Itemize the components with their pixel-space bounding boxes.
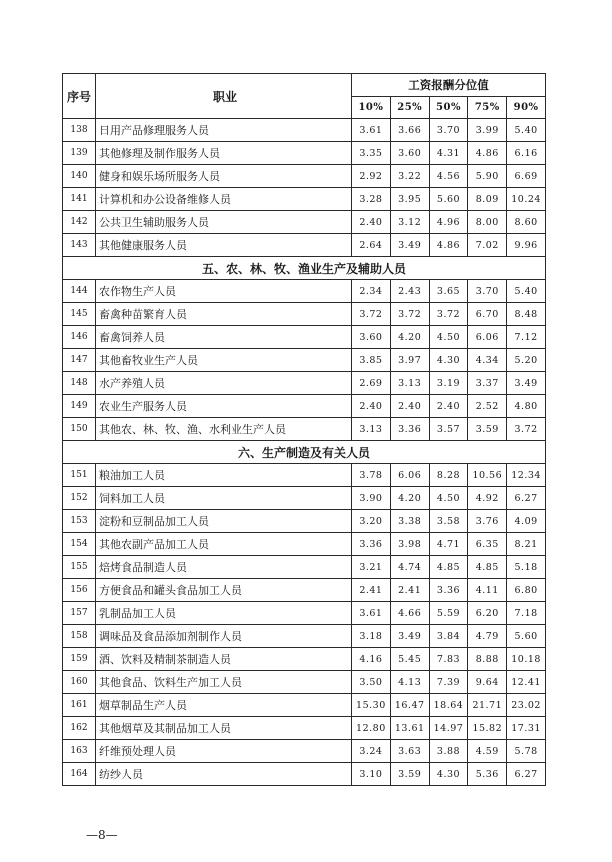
table-row <box>63 740 546 763</box>
p75-value: 8.09 <box>468 188 507 211</box>
p75-value: 8.00 <box>468 211 507 234</box>
row-number: 159 <box>63 648 96 671</box>
p90-value: 3.72 <box>507 418 546 441</box>
header-percentile-group: 工资报酬分位值 <box>352 74 546 97</box>
p50-value: 4.30 <box>429 349 468 372</box>
occupation-name: 纤维预处理人员 <box>96 740 352 763</box>
p50-value: 4.85 <box>429 556 468 579</box>
row-number: 152 <box>63 487 96 510</box>
p10-value: 3.60 <box>352 326 391 349</box>
p90-value: 5.40 <box>507 280 546 303</box>
p75-value: 6.35 <box>468 533 507 556</box>
table-row <box>63 303 546 326</box>
table-row <box>63 671 546 694</box>
p25-value: 4.13 <box>390 671 429 694</box>
table-row <box>63 280 546 303</box>
occupation-name: 畜禽饲养人员 <box>96 326 352 349</box>
row-number: 147 <box>63 349 96 372</box>
p90-value: 6.16 <box>507 142 546 165</box>
p90-value: 6.27 <box>507 763 546 786</box>
p75-value: 21.71 <box>468 694 507 717</box>
p90-value: 10.18 <box>507 648 546 671</box>
p25-value: 4.66 <box>390 602 429 625</box>
p50-value: 14.97 <box>429 717 468 740</box>
p10-value: 3.21 <box>352 556 391 579</box>
row-number: 143 <box>63 234 96 257</box>
occupation-name: 焙烤食品制造人员 <box>96 556 352 579</box>
row-number: 163 <box>63 740 96 763</box>
p90-value: 7.18 <box>507 602 546 625</box>
occupation-name: 其他烟草及其制品加工人员 <box>96 717 352 740</box>
section-heading: 六、生产制造及有关人员 <box>63 441 546 464</box>
p90-value: 5.18 <box>507 556 546 579</box>
table-row <box>63 625 546 648</box>
p75-value: 4.34 <box>468 349 507 372</box>
p10-value: 3.10 <box>352 763 391 786</box>
p25-value: 2.41 <box>390 579 429 602</box>
p90-value: 4.09 <box>507 510 546 533</box>
p25-value: 3.98 <box>390 533 429 556</box>
table-body <box>63 119 546 786</box>
p75-value: 3.37 <box>468 372 507 395</box>
occupation-name: 畜禽种苗繁育人员 <box>96 303 352 326</box>
row-number: 150 <box>63 418 96 441</box>
table-row <box>63 763 546 786</box>
occupation-name: 纺纱人员 <box>96 763 352 786</box>
p90-value: 5.40 <box>507 119 546 142</box>
row-number: 156 <box>63 579 96 602</box>
occupation-name: 调味品及食品添加剂制作人员 <box>96 625 352 648</box>
p10-value: 3.90 <box>352 487 391 510</box>
p10-value: 12.80 <box>352 717 391 740</box>
occupation-name: 其他修理及制作服务人员 <box>96 142 352 165</box>
table-header <box>63 74 546 119</box>
p75-value: 4.79 <box>468 625 507 648</box>
p25-value: 4.20 <box>390 487 429 510</box>
p50-value: 5.59 <box>429 602 468 625</box>
table-row <box>63 372 546 395</box>
row-number: 164 <box>63 763 96 786</box>
p10-value: 15.30 <box>352 694 391 717</box>
table-row <box>63 464 546 487</box>
p10-value: 3.78 <box>352 464 391 487</box>
occupation-name: 烟草制品生产人员 <box>96 694 352 717</box>
section-heading-row <box>63 257 546 280</box>
header-p50: 50% <box>429 97 468 119</box>
p90-value: 3.49 <box>507 372 546 395</box>
table-row <box>63 602 546 625</box>
p50-value: 18.64 <box>429 694 468 717</box>
p25-value: 3.72 <box>390 303 429 326</box>
p10-value: 4.16 <box>352 648 391 671</box>
occupation-name: 健身和娱乐场所服务人员 <box>96 165 352 188</box>
p75-value: 4.86 <box>468 142 507 165</box>
p50-value: 7.39 <box>429 671 468 694</box>
p90-value: 12.41 <box>507 671 546 694</box>
p75-value: 3.76 <box>468 510 507 533</box>
p50-value: 4.30 <box>429 763 468 786</box>
row-number: 146 <box>63 326 96 349</box>
p25-value: 3.12 <box>390 211 429 234</box>
table-row <box>63 510 546 533</box>
p10-value: 3.61 <box>352 602 391 625</box>
occupation-name: 水产养殖人员 <box>96 372 352 395</box>
occupation-name: 其他健康服务人员 <box>96 234 352 257</box>
p25-value: 2.40 <box>390 395 429 418</box>
p75-value: 6.70 <box>468 303 507 326</box>
p50-value: 3.65 <box>429 280 468 303</box>
p90-value: 5.60 <box>507 625 546 648</box>
section-heading: 五、农、林、牧、渔业生产及辅助人员 <box>63 257 546 280</box>
p50-value: 3.57 <box>429 418 468 441</box>
occupation-name: 其他农副产品加工人员 <box>96 533 352 556</box>
row-number: 144 <box>63 280 96 303</box>
p90-value: 23.02 <box>507 694 546 717</box>
p25-value: 3.63 <box>390 740 429 763</box>
p10-value: 3.18 <box>352 625 391 648</box>
occupation-name: 农作物生产人员 <box>96 280 352 303</box>
p90-value: 5.20 <box>507 349 546 372</box>
page-number: —8— <box>86 828 118 842</box>
row-number: 154 <box>63 533 96 556</box>
p10-value: 2.41 <box>352 579 391 602</box>
table-row <box>63 648 546 671</box>
p25-value: 3.66 <box>390 119 429 142</box>
table-row <box>63 694 546 717</box>
row-number: 160 <box>63 671 96 694</box>
p25-value: 3.49 <box>390 234 429 257</box>
p75-value: 2.52 <box>468 395 507 418</box>
p75-value: 15.82 <box>468 717 507 740</box>
p75-value: 4.11 <box>468 579 507 602</box>
p25-value: 6.06 <box>390 464 429 487</box>
table-row <box>63 188 546 211</box>
p10-value: 3.24 <box>352 740 391 763</box>
p10-value: 2.64 <box>352 234 391 257</box>
table-row <box>63 717 546 740</box>
row-number: 142 <box>63 211 96 234</box>
table-row <box>63 579 546 602</box>
p90-value: 8.48 <box>507 303 546 326</box>
header-p25: 25% <box>390 97 429 119</box>
header-job: 职业 <box>96 74 352 119</box>
p10-value: 2.40 <box>352 395 391 418</box>
p90-value: 7.12 <box>507 326 546 349</box>
p75-value: 3.70 <box>468 280 507 303</box>
occupation-name: 日用产品修理服务人员 <box>96 119 352 142</box>
p10-value: 2.69 <box>352 372 391 395</box>
occupation-name: 淀粉和豆制品加工人员 <box>96 510 352 533</box>
p90-value: 6.69 <box>507 165 546 188</box>
table-row <box>63 418 546 441</box>
p90-value: 5.78 <box>507 740 546 763</box>
table-row <box>63 142 546 165</box>
p75-value: 3.99 <box>468 119 507 142</box>
p50-value: 4.56 <box>429 165 468 188</box>
p75-value: 4.59 <box>468 740 507 763</box>
table-row <box>63 349 546 372</box>
p10-value: 3.72 <box>352 303 391 326</box>
p75-value: 9.64 <box>468 671 507 694</box>
row-number: 162 <box>63 717 96 740</box>
p75-value: 4.92 <box>468 487 507 510</box>
row-number: 138 <box>63 119 96 142</box>
wage-table <box>62 73 546 786</box>
occupation-name: 饲料加工人员 <box>96 487 352 510</box>
section-heading-row <box>63 441 546 464</box>
p25-value: 2.43 <box>390 280 429 303</box>
table-row <box>63 533 546 556</box>
p90-value: 10.24 <box>507 188 546 211</box>
p25-value: 4.20 <box>390 326 429 349</box>
row-number: 151 <box>63 464 96 487</box>
p75-value: 3.59 <box>468 418 507 441</box>
p10-value: 2.92 <box>352 165 391 188</box>
p10-value: 3.13 <box>352 418 391 441</box>
p50-value: 3.84 <box>429 625 468 648</box>
p90-value: 6.80 <box>507 579 546 602</box>
p90-value: 8.21 <box>507 533 546 556</box>
p10-value: 3.85 <box>352 349 391 372</box>
p75-value: 5.36 <box>468 763 507 786</box>
row-number: 148 <box>63 372 96 395</box>
p75-value: 6.20 <box>468 602 507 625</box>
p10-value: 3.36 <box>352 533 391 556</box>
p10-value: 2.40 <box>352 211 391 234</box>
header-p90: 90% <box>507 97 546 119</box>
occupation-name: 粮油加工人员 <box>96 464 352 487</box>
p25-value: 3.59 <box>390 763 429 786</box>
occupation-name: 乳制品加工人员 <box>96 602 352 625</box>
p50-value: 3.70 <box>429 119 468 142</box>
p25-value: 3.13 <box>390 372 429 395</box>
row-number: 158 <box>63 625 96 648</box>
p10-value: 3.61 <box>352 119 391 142</box>
occupation-name: 农业生产服务人员 <box>96 395 352 418</box>
table-row <box>63 556 546 579</box>
header-p10: 10% <box>352 97 391 119</box>
p50-value: 4.50 <box>429 326 468 349</box>
p75-value: 4.85 <box>468 556 507 579</box>
p90-value: 12.34 <box>507 464 546 487</box>
p50-value: 4.50 <box>429 487 468 510</box>
occupation-name: 其他食品、饮料生产加工人员 <box>96 671 352 694</box>
occupation-name: 其他畜牧业生产人员 <box>96 349 352 372</box>
row-number: 140 <box>63 165 96 188</box>
occupation-name: 酒、饮料及精制茶制造人员 <box>96 648 352 671</box>
p90-value: 9.96 <box>507 234 546 257</box>
occupation-name: 方便食品和罐头食品加工人员 <box>96 579 352 602</box>
p50-value: 7.83 <box>429 648 468 671</box>
p50-value: 3.36 <box>429 579 468 602</box>
p25-value: 5.45 <box>390 648 429 671</box>
p25-value: 3.38 <box>390 510 429 533</box>
table-row <box>63 119 546 142</box>
p50-value: 3.72 <box>429 303 468 326</box>
p50-value: 8.28 <box>429 464 468 487</box>
p25-value: 3.49 <box>390 625 429 648</box>
p25-value: 16.47 <box>390 694 429 717</box>
row-number: 149 <box>63 395 96 418</box>
table-row <box>63 395 546 418</box>
p50-value: 4.71 <box>429 533 468 556</box>
row-number: 145 <box>63 303 96 326</box>
p90-value: 8.60 <box>507 211 546 234</box>
p90-value: 6.27 <box>507 487 546 510</box>
p10-value: 2.34 <box>352 280 391 303</box>
row-number: 161 <box>63 694 96 717</box>
p25-value: 3.97 <box>390 349 429 372</box>
p10-value: 3.35 <box>352 142 391 165</box>
table-row <box>63 487 546 510</box>
table-row <box>63 326 546 349</box>
p50-value: 2.40 <box>429 395 468 418</box>
p50-value: 4.86 <box>429 234 468 257</box>
p50-value: 3.58 <box>429 510 468 533</box>
row-number: 157 <box>63 602 96 625</box>
p10-value: 3.20 <box>352 510 391 533</box>
p90-value: 4.80 <box>507 395 546 418</box>
row-number: 141 <box>63 188 96 211</box>
occupation-name: 公共卫生辅助服务人员 <box>96 211 352 234</box>
p10-value: 3.50 <box>352 671 391 694</box>
p25-value: 3.22 <box>390 165 429 188</box>
p10-value: 3.28 <box>352 188 391 211</box>
p75-value: 7.02 <box>468 234 507 257</box>
header-no: 序号 <box>63 74 96 119</box>
occupation-name: 其他农、林、牧、渔、水利业生产人员 <box>96 418 352 441</box>
p75-value: 8.88 <box>468 648 507 671</box>
p50-value: 3.19 <box>429 372 468 395</box>
p25-value: 4.74 <box>390 556 429 579</box>
p50-value: 4.31 <box>429 142 468 165</box>
row-number: 153 <box>63 510 96 533</box>
p25-value: 3.95 <box>390 188 429 211</box>
row-number: 139 <box>63 142 96 165</box>
p25-value: 3.36 <box>390 418 429 441</box>
row-number: 155 <box>63 556 96 579</box>
table-row <box>63 165 546 188</box>
p25-value: 13.61 <box>390 717 429 740</box>
p25-value: 3.60 <box>390 142 429 165</box>
p75-value: 10.56 <box>468 464 507 487</box>
occupation-name: 计算机和办公设备维修人员 <box>96 188 352 211</box>
p50-value: 5.60 <box>429 188 468 211</box>
header-p75: 75% <box>468 97 507 119</box>
table-row <box>63 234 546 257</box>
p50-value: 4.96 <box>429 211 468 234</box>
p50-value: 3.88 <box>429 740 468 763</box>
p75-value: 6.06 <box>468 326 507 349</box>
p90-value: 17.31 <box>507 717 546 740</box>
p75-value: 5.90 <box>468 165 507 188</box>
table-row <box>63 211 546 234</box>
